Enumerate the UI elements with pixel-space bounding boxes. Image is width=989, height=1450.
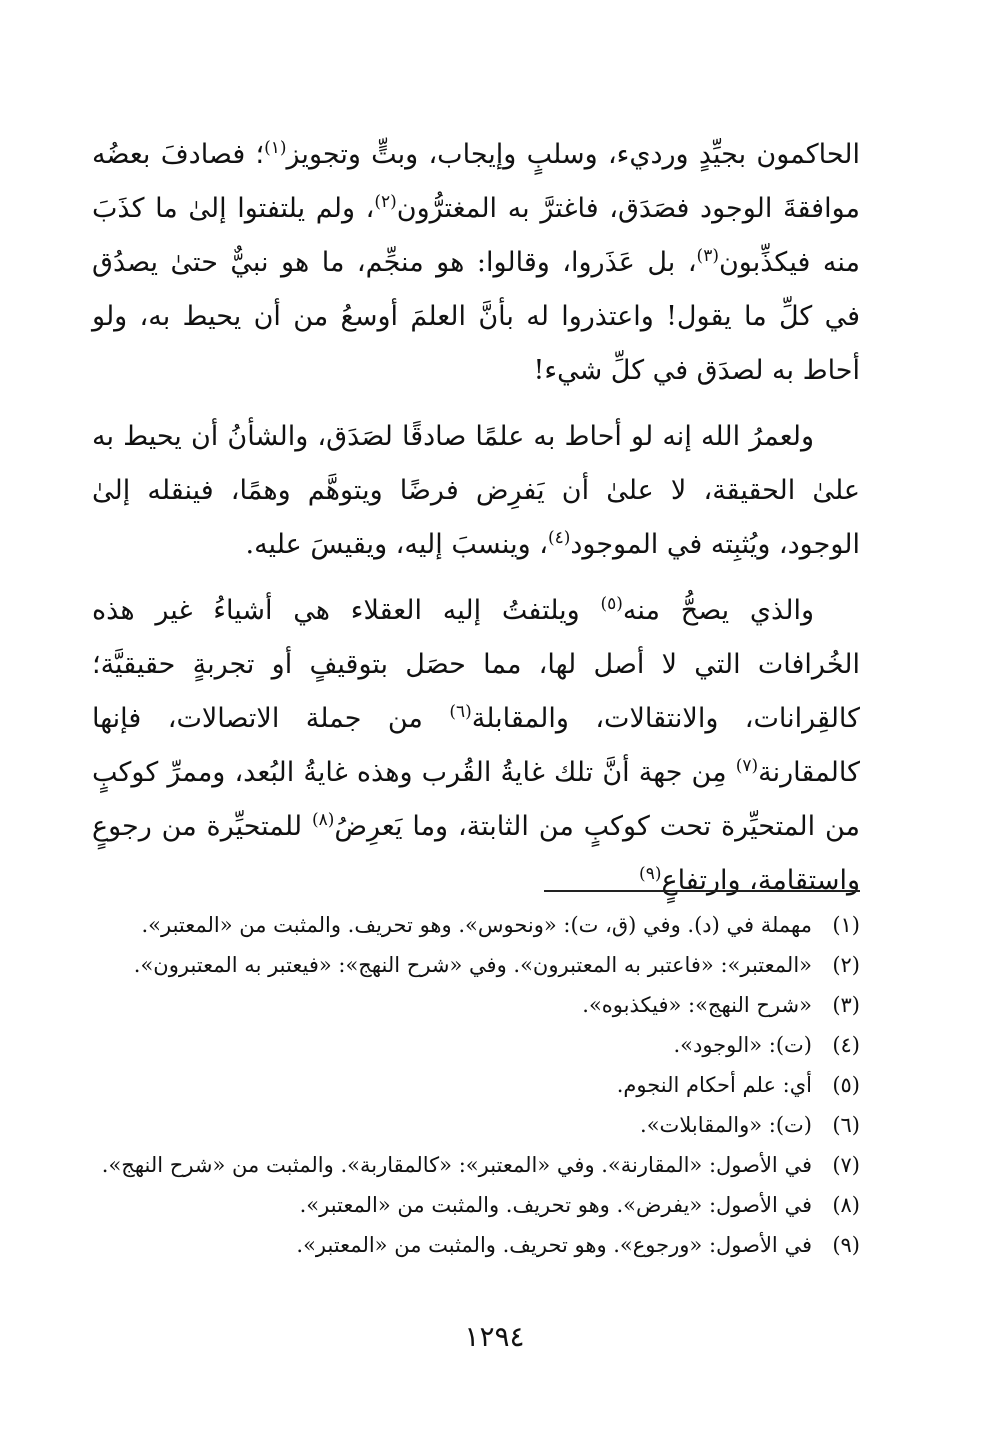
footnote-reference: (١): [264, 138, 287, 158]
paragraph-text: ويلتفتُ إليه العقلاء هي أشياءُ غير هذه الخُرافات التي لا أصل لها، مما حصَل بتوقيفٍ أو تجربةٍ حقيقيَّة؛ كالقِرانات، والانتقالات، والمقابلة: [92, 595, 861, 734]
paragraph-text: ولعمرُ الله إنه لو أحاط به علمًا صادقًا لصَدَق، والشأنُ أن يحيط به علىٰ الحقيقة، لا علىٰ أن يَفرِض فرضًا ويتوهَّم وهمًا، فينقله إلىٰ الوجود، ويُثبِته في الموجود: [92, 421, 860, 560]
footnote-number: (٩): [832, 1233, 860, 1257]
paragraph-text: للمتحيِّرة من رجوعٍ واستقامة، وارتفاعٍ: [92, 811, 860, 896]
paragraph-text: ، وينسبَ إليه، ويقيسَ عليه.: [245, 529, 548, 560]
footnote: [92, 945, 860, 985]
footnote-number: (٥): [832, 1073, 860, 1097]
footnote-reference: (٨): [311, 810, 335, 830]
paragraph: [92, 410, 860, 572]
footnote-text: في الأصول: «المقارنة». وفي «المعتبر»: «كالمقاربة». والمثبت من «شرح النهج».: [101, 1153, 812, 1177]
paragraph-text: ؛ فصادفَ بعضُه موافقةَ الوجود فصَدَق، فاغترَّ به المغترُّون: [92, 139, 860, 224]
footnote: [92, 1225, 860, 1265]
footnote: [92, 1025, 860, 1065]
footnote-text: أي: علم أحكام النجوم.: [616, 1073, 812, 1097]
footnote-number: (١): [832, 913, 860, 937]
footnote: [92, 905, 860, 945]
footnote-text: (ت): «الوجود».: [673, 1033, 812, 1057]
footnote: [92, 1105, 860, 1145]
footnote: [92, 1145, 860, 1185]
footnote-reference: (٢): [374, 192, 397, 212]
footnote-number: (٢): [832, 953, 860, 977]
footnote-reference: (٣): [696, 246, 719, 266]
paragraph: [92, 584, 860, 908]
page-content: [92, 128, 860, 920]
footnote: [92, 1185, 860, 1225]
paragraph: [92, 128, 860, 398]
footnote-text: «المعتبر»: «فاعتبر به المعتبرون». وفي «شرح النهج»: «فيعتبر به المعتبرون».: [133, 953, 812, 977]
footnote-reference: (٦): [449, 702, 472, 722]
footnote: [92, 1065, 860, 1105]
footnote-text: في الأصول: «يفرض». وهو تحريف. والمثبت من «المعتبر».: [299, 1193, 812, 1217]
main-text: [92, 128, 860, 908]
footnote-number: (٦): [832, 1113, 860, 1137]
footnote-reference: (٥): [600, 594, 623, 614]
footnote-text: مهملة في (د). وفي (ق، ت): «ونحوس». وهو تحريف. والمثبت من «المعتبر».: [141, 913, 812, 937]
footnote-text: (ت): «والمقابلات».: [640, 1113, 812, 1137]
footnote-number: (٨): [832, 1193, 860, 1217]
footnote-number: (٤): [832, 1033, 860, 1057]
paragraph-text: والذي يصحُّ منه: [622, 595, 814, 626]
paragraph-text: ، ولم يلتفتوا إلىٰ ما كذَبَ منه فيكذِّبون: [92, 193, 860, 278]
footnote-separator: [544, 890, 860, 892]
footnote-reference: (٧): [735, 756, 759, 776]
footnote-reference: (٩): [639, 864, 662, 884]
footnote-text: في الأصول: «ورجوع». وهو تحريف. والمثبت من «المعتبر».: [296, 1233, 812, 1257]
paragraph-text: ، بل عَذَروا، وقالوا: هو منجِّم، ما هو نبيٌّ حتىٰ يصدُق في كلِّ ما يقول! واعتذروا له بأنَّ العلمَ أوسعُ من أن يحيط به، ولو أحاط به لصدَق في كلِّ شيء!: [92, 247, 860, 386]
paragraph-text: مِن جهة أنَّ تلك غايةُ القُرب وهذه غايةُ البُعد، وممرِّ كوكبٍ من المتحيِّرة تحت كوكبٍ من الثابتة، وما يَعرِضُ: [92, 757, 861, 842]
footnote-text: «شرح النهج»: «فيكذبوه».: [582, 993, 812, 1017]
footnotes: [92, 905, 860, 1265]
footnote: [92, 985, 860, 1025]
paragraph-text: الحاكمون بجيِّدٍ ورديء، وسلبٍ وإيجاب، وبتٍّ وتجويز: [286, 139, 860, 170]
footnote-number: (٧): [832, 1153, 860, 1177]
page-number: ١٢٩٤: [464, 1320, 525, 1353]
footnote-number: (٣): [832, 993, 860, 1017]
footnote-reference: (٤): [547, 528, 571, 548]
paragraph-text: من جملة الاتصالات، فإنها كالمقارنة: [92, 703, 860, 788]
